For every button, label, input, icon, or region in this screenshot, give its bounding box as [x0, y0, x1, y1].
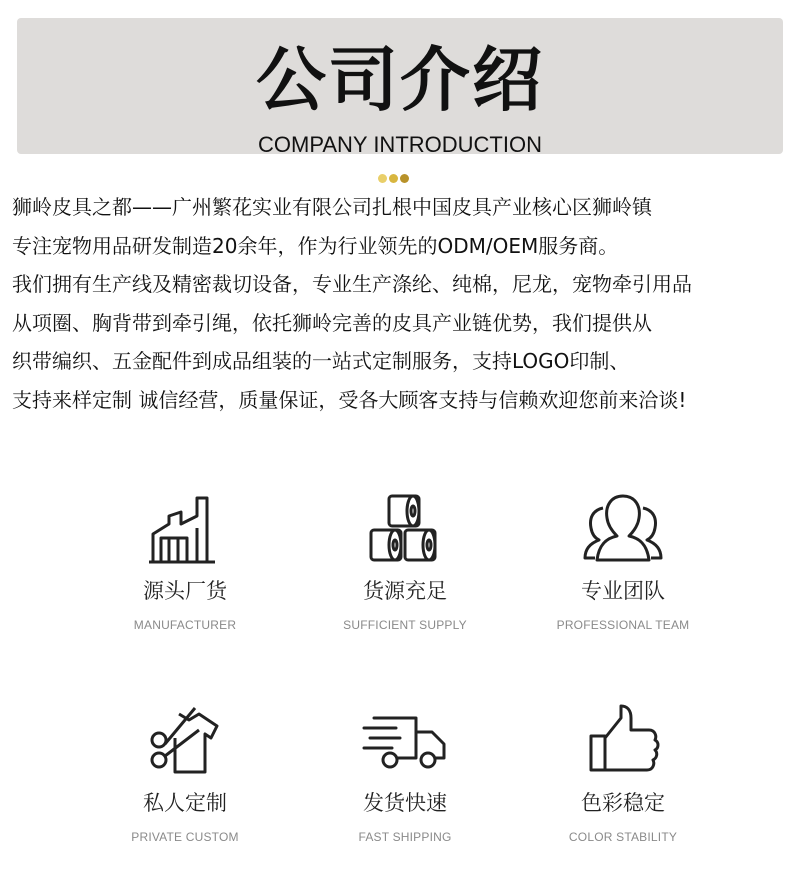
feature-title: 专业团队	[581, 579, 665, 603]
feature-color-stability	[523, 700, 723, 844]
feature-subtitle: MANUFACTURER	[133, 618, 237, 632]
feature-subtitle: PROFESSIONAL TEAM	[556, 618, 690, 632]
feature-subtitle: FAST SHIPPING	[358, 830, 452, 844]
feature-grid	[0, 470, 800, 891]
feature-private-custom	[85, 700, 285, 844]
feature-title: 货源充足	[363, 579, 447, 603]
feature-manufacturer	[85, 488, 285, 632]
feature-supply	[305, 488, 505, 632]
thumbs-up-icon	[583, 700, 663, 780]
company-intro-text	[12, 188, 800, 419]
feature-team	[523, 488, 723, 632]
intro-line: 织带编织、五金配件到成品组装的一站式定制服务，支持LOGO印制、	[12, 349, 630, 373]
delivery-truck-icon	[360, 700, 450, 780]
dot-1	[378, 174, 387, 183]
dot-3	[400, 174, 409, 183]
intro-line: 我们拥有生产线及精密裁切设备，专业生产涤纶、纯棉，尼龙，宠物牵引用品	[12, 272, 692, 296]
feature-title: 私人定制	[143, 791, 227, 815]
intro-line: 支持来样定制 诚信经营，质量保证，受各大顾客支持与信赖欢迎您前来洽谈!	[12, 387, 687, 412]
team-icon	[581, 488, 665, 568]
scissors-shirt-icon	[145, 700, 225, 780]
feature-title: 发货快速	[363, 791, 447, 815]
feature-subtitle: PRIVATE CUSTOM	[131, 830, 239, 844]
decorative-dots	[378, 168, 428, 178]
feature-subtitle: SUFFICIENT SUPPLY	[343, 618, 467, 632]
intro-line: 专注宠物用品研发制造20余年，作为行业领先的ODM/OEM服务商。	[12, 233, 619, 258]
feature-fast-shipping	[305, 700, 505, 844]
intro-line: 从项圈、胸背带到牵引绳，依托狮岭完善的皮具产业链优势，我们提供从	[12, 310, 652, 335]
feature-subtitle: COLOR STABILITY	[568, 830, 678, 844]
feature-title: 源头厂货	[143, 579, 227, 603]
page-subtitle: COMPANY INTRODUCTION	[258, 132, 542, 157]
intro-line: 狮岭皮具之都——广州繁花实业有限公司扎根中国皮具产业核心区狮岭镇	[12, 195, 652, 219]
header-banner	[17, 18, 783, 157]
feature-title: 色彩稳定	[581, 791, 665, 815]
factory-icon	[145, 488, 225, 568]
dot-2	[389, 174, 398, 183]
fabric-rolls-icon	[365, 488, 445, 568]
page-title: 公司介绍	[256, 39, 544, 121]
